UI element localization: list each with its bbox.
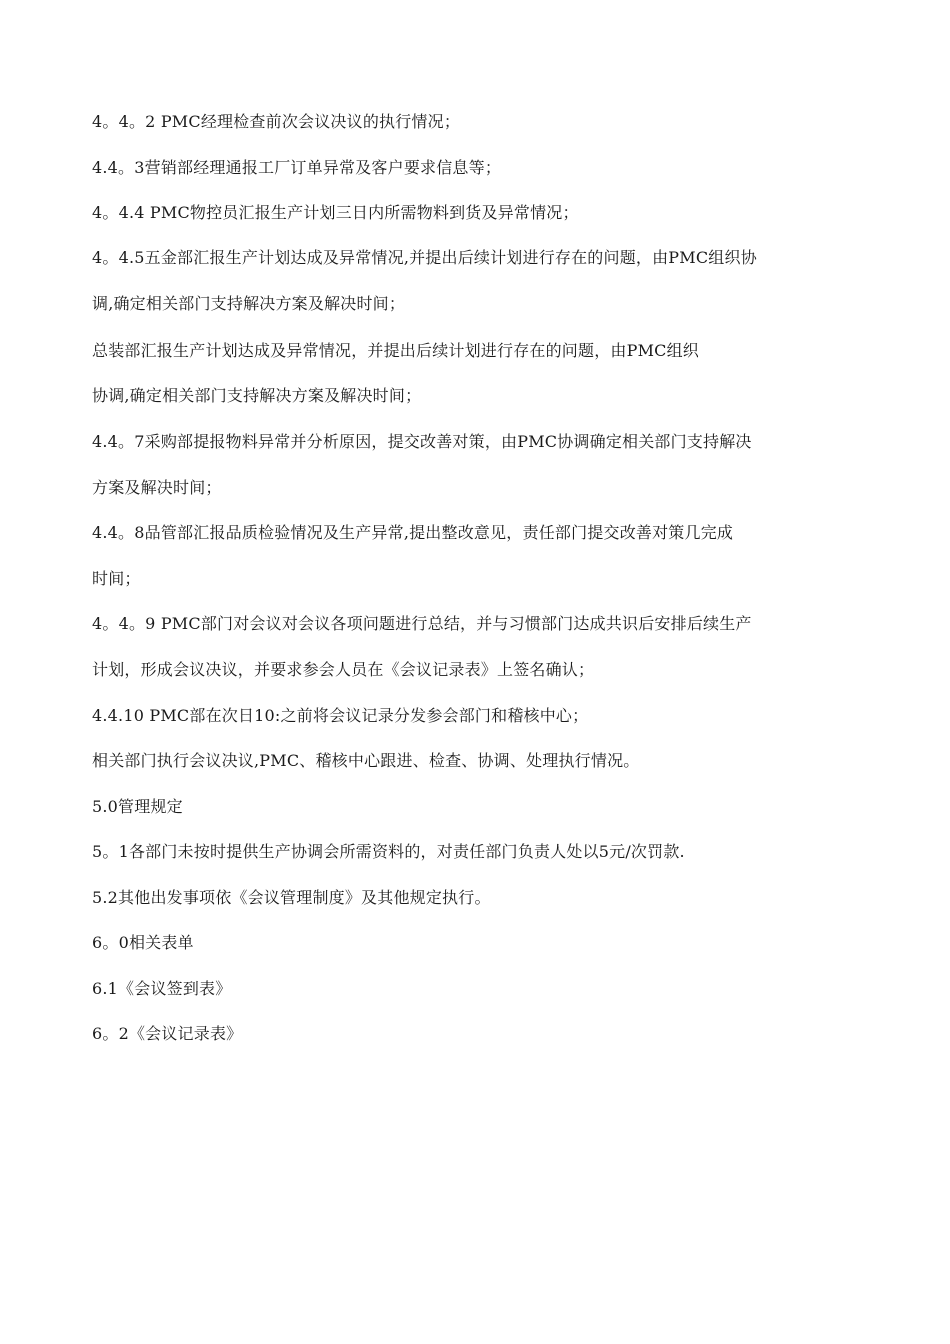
text-line: 4。4。2 PMC经理检查前次会议决议的执行情况； bbox=[92, 112, 461, 131]
text-line: 5.2其他出发事项依《会议管理制度》及其他规定执行。 bbox=[92, 888, 491, 907]
text-line: 4。4.5五金部汇报生产计划达成及异常情况,并提出后续计划进行存在的问题，由PMC组织协 bbox=[92, 248, 757, 267]
text-line: 计划，形成会议决议，并要求参会人员在《会议记录表》上签名确认； bbox=[92, 660, 595, 679]
text-line: 调,确定相关部门支持解决方案及解决时间； bbox=[92, 294, 406, 313]
text-line: 总装部汇报生产计划达成及异常情况，并提出后续计划进行存在的问题，由PMC组织 bbox=[92, 341, 699, 360]
text-line: 6。2《会议记录表》 bbox=[92, 1024, 243, 1043]
text-line: 6.1《会议签到表》 bbox=[92, 979, 232, 998]
text-line: 4。4.4 PMC物控员汇报生产计划三日内所需物料到货及异常情况； bbox=[92, 203, 579, 222]
text-line: 4.4。3营销部经理通报工厂订单异常及客户要求信息等； bbox=[92, 158, 502, 177]
text-line: 4.4。7采购部提报物料异常并分析原因，提交改善对策，由PMC协调确定相关部门支持解决 bbox=[92, 432, 752, 451]
section-heading: 5.0管理规定 bbox=[92, 797, 183, 816]
text-line: 5。1各部门未按时提供生产协调会所需资料的，对责任部门负责人处以5元/次罚款. bbox=[92, 842, 685, 861]
text-line: 方案及解决时间； bbox=[92, 478, 222, 497]
text-line: 4.4。8品管部汇报品质检验情况及生产异常,提出整改意见，责任部门提交改善对策几完成 bbox=[92, 523, 734, 542]
text-line: 4。4。9 PMC部门对会议对会议各项问题进行总结，并与习惯部门达成共识后安排后续生产 bbox=[92, 614, 752, 633]
text-line: 时间； bbox=[92, 569, 141, 588]
text-line: 4.4.10 PMC部在次日10:之前将会议记录分发参会部门和稽核中心； bbox=[92, 706, 589, 725]
section-heading: 6。0相关表单 bbox=[92, 933, 194, 952]
text-line: 相关部门执行会议决议,PMC、稽核中心跟进、检查、协调、处理执行情况。 bbox=[92, 751, 640, 770]
text-line: 协调,确定相关部门支持解决方案及解决时间； bbox=[92, 386, 422, 405]
